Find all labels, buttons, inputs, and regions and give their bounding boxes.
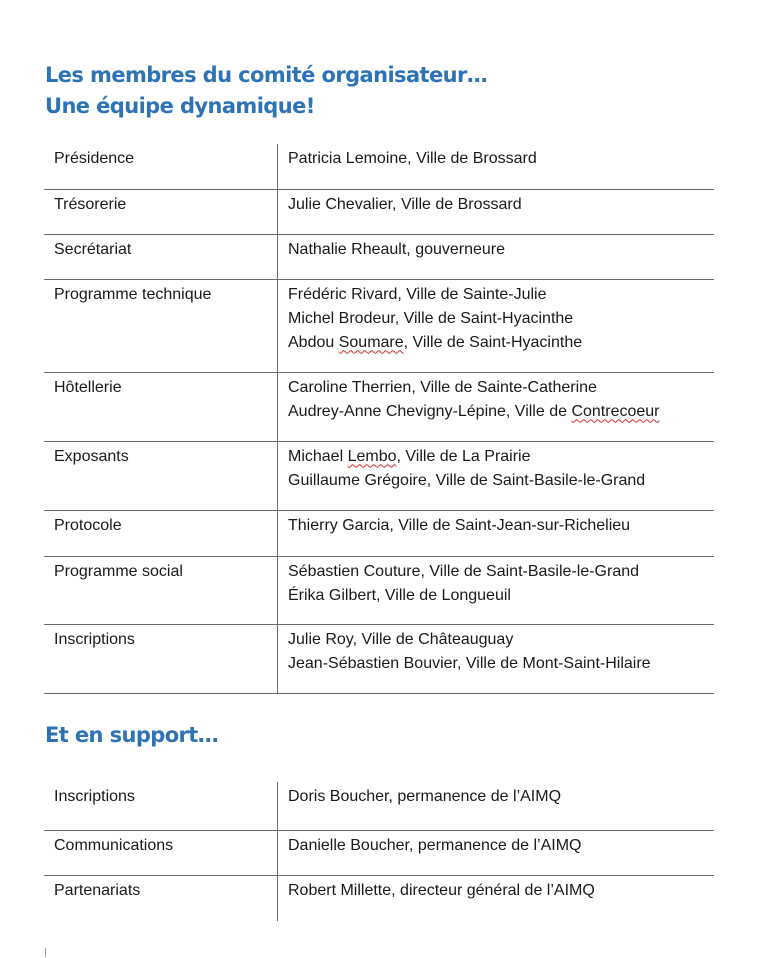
member-name: Thierry Garcia, Ville de Saint-Jean-sur-Richelieu [288,516,631,534]
role-cell: Inscriptions [54,788,135,805]
role-cell: Secrétariat [54,240,132,258]
member-name: Danielle Boucher, permanence de l’AIMQ [288,837,582,854]
role-cell: Partenariats [54,882,141,899]
names-cell [278,510,715,556]
member-name: Abdou Soumare, Ville de Saint-Hyacinthe [288,333,583,351]
member-name: Nathalie Rheault, gouverneure [288,240,506,258]
member-name: Doris Boucher, permanence de l’AIMQ [288,788,562,805]
spellcheck-flag: Soumare [338,333,404,351]
names-cell [278,876,715,921]
role-cell: Trésorerie [54,195,127,213]
member-name: Michael Lembo, Ville de La Prairie [288,447,531,465]
table-row [44,234,714,279]
role-cell: Protocole [54,516,122,534]
names-cell [278,556,715,624]
role-cell: Communications [54,837,174,854]
table-row [44,556,714,624]
table-row [44,782,714,831]
member-name: Érika Gilbert, Ville de Longueuil [288,586,511,604]
member-name: Robert Millette, directeur général de l’AIMQ [288,882,595,899]
member-name: Patricia Lemoine, Ville de Brossard [288,150,537,167]
member-name: Audrey-Anne Chevigny-Lépine, Ville de Contrecoeur [288,402,660,420]
member-name: Michel Brodeur, Ville de Saint-Hyacinthe [288,309,574,327]
table-row [44,372,714,441]
names-cell [278,279,715,372]
table-row [44,441,714,510]
role-cell: Inscriptions [54,630,135,648]
member-name: Julie Roy, Ville de Châteauguay [288,630,514,648]
table-row [44,624,714,693]
role-cell: Programme social [54,562,183,580]
role-cell: Hôtellerie [54,378,122,396]
spellcheck-flag: Lembo [347,447,397,465]
support-table [44,782,714,921]
names-cell [278,144,715,189]
names-cell [278,441,715,510]
heading-line-1: Les membres du comité organisateur… [45,63,488,87]
table-row [44,189,714,234]
member-name: Frédéric Rivard, Ville de Sainte-Julie [288,285,547,303]
section-heading-committee [45,60,487,122]
table-row [44,876,714,921]
names-cell [278,234,715,279]
role-cell: Programme technique [54,285,212,303]
role-cell: Présidence [54,150,135,167]
committee-table [44,144,714,694]
spellcheck-flag: Contrecoeur [571,402,660,420]
text-cursor-mark [45,948,46,957]
names-cell [278,372,715,441]
table-row [44,831,714,876]
section-heading-support: Et en support… [45,723,219,747]
member-name: Jean-Sébastien Bouvier, Ville de Mont-Saint-Hilaire [288,654,651,672]
member-name: Julie Chevalier, Ville de Brossard [288,195,522,213]
table-row [44,279,714,372]
member-name: Caroline Therrien, Ville de Sainte-Catherine [288,378,597,396]
table-row [44,144,714,189]
names-cell [278,782,715,831]
role-cell: Exposants [54,447,129,465]
member-name: Sébastien Couture, Ville de Saint-Basile-le-Grand [288,562,640,580]
names-cell [278,189,715,234]
names-cell [278,624,715,693]
heading-line-2: Une équipe dynamique! [45,94,315,118]
table-row [44,510,714,556]
member-name: Guillaume Grégoire, Ville de Saint-Basile-le-Grand [288,471,646,489]
names-cell [278,831,715,876]
